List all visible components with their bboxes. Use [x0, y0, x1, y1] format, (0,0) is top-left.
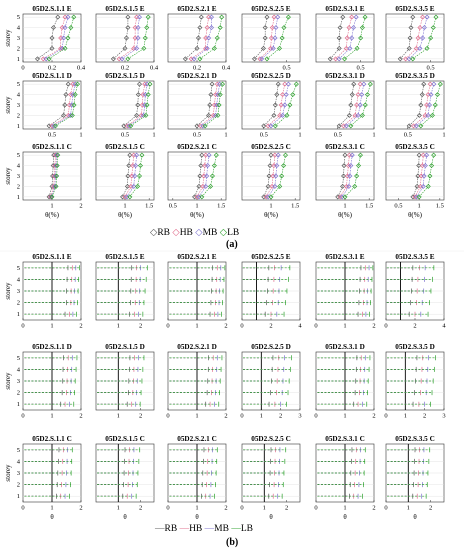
- y-tick-label: 4: [16, 91, 20, 99]
- y-tick-label: 3: [16, 173, 20, 180]
- x-tick-label: 0.2: [120, 64, 130, 72]
- legend-a-marker-lb: ◇: [219, 228, 228, 238]
- x-tick-label: 0: [21, 322, 25, 330]
- legend-b-hb: HB: [189, 524, 203, 534]
- x-tick-label: 1: [152, 131, 156, 139]
- legend-b-rb: RB: [164, 524, 178, 534]
- legend-a-mb: MB: [202, 228, 218, 238]
- panel-title: 05D2.S.1.1 D: [32, 72, 72, 80]
- x-tick-label: 1: [417, 202, 421, 210]
- x-axis-label: θ(%): [264, 211, 278, 219]
- y-tick-label: 3: [16, 378, 20, 385]
- x-tick-label: 0: [21, 504, 25, 512]
- y-tick-label: 5: [16, 354, 20, 362]
- x-tick-label: 1: [372, 131, 376, 139]
- x-tick-label: 0: [384, 322, 388, 330]
- panel-title: 05D2.S.3.1 C: [325, 435, 365, 443]
- panel-title: 05D2.S.1.1 C: [32, 143, 72, 151]
- x-tick-label: 0.5: [259, 131, 268, 139]
- panel-title: 05D2.S.2.1 E: [177, 5, 217, 13]
- x-tick-label: 1: [343, 412, 347, 420]
- x-tick-label: 0: [384, 504, 388, 512]
- panel-title: 05D2.S.2.5 D: [251, 343, 291, 351]
- legend-a-lb: LB: [227, 228, 240, 238]
- panel-title: 05D2.S.3.5 D: [395, 72, 435, 80]
- legend-a-marker-rb: ◇: [150, 228, 158, 238]
- x-tick-label: 1: [50, 504, 54, 512]
- y-tick-label: 2: [16, 299, 20, 307]
- chart-panel: [23, 352, 81, 410]
- panel-title: 05D2.S.2.5 C: [251, 435, 291, 443]
- x-tick-label: 2: [224, 504, 228, 512]
- x-tick-label: 0.5: [394, 202, 403, 210]
- chart-panel: [386, 14, 444, 62]
- y-tick-label: 5: [16, 152, 20, 160]
- x-tick-label: 0.5: [333, 131, 342, 139]
- x-tick-label: 0: [21, 412, 25, 420]
- x-tick-label: 2: [428, 504, 433, 512]
- x-tick-label: 2: [269, 322, 273, 330]
- chart-panel: [316, 152, 374, 200]
- chart-panel: [96, 152, 154, 200]
- y-axis-label: storey: [4, 282, 12, 300]
- y-tick-label: 3: [16, 470, 20, 477]
- panel-title: 05D2.S.1.1 C: [32, 435, 72, 443]
- panel-title: 05D2.S.2.5 E: [251, 253, 291, 261]
- panel-b-label: (b): [226, 537, 239, 548]
- x-tick-label: 2: [423, 412, 427, 420]
- y-tick-label: 2: [16, 112, 20, 120]
- chart-panel: [23, 14, 81, 62]
- y-tick-label: 3: [16, 35, 20, 42]
- y-axis-label: storey: [4, 167, 12, 185]
- x-axis-label: θ(%): [408, 211, 422, 219]
- x-tick-label: 3: [298, 412, 302, 420]
- legend-b: [155, 524, 253, 534]
- y-tick-label: 4: [16, 276, 20, 284]
- x-tick-label: 2: [413, 322, 417, 330]
- panel-title: 05D2.S.1.5 E: [105, 253, 145, 261]
- x-tick-label: 0.5: [356, 64, 365, 72]
- panel-title: 05D2.S.3.1 C: [325, 143, 365, 151]
- x-axis-label: θ: [195, 513, 199, 521]
- x-tick-label: 1: [50, 202, 54, 210]
- chart-panel: [96, 14, 154, 62]
- y-tick-label: 4: [16, 458, 20, 466]
- panel-title: 05D2.S.3.1 D: [325, 343, 365, 351]
- x-axis-label: θ(%): [338, 211, 352, 219]
- y-tick-label: 4: [16, 24, 20, 32]
- chart-panel: [168, 81, 226, 129]
- panel-title: 05D2.S.3.5 C: [395, 435, 435, 443]
- y-axis-label: storey: [4, 96, 12, 114]
- x-tick-label: 0.5: [120, 131, 130, 139]
- y-tick-label: 1: [16, 401, 20, 409]
- x-tick-label: 0: [314, 412, 318, 420]
- x-tick-label: 1: [269, 202, 273, 210]
- y-tick-label: 2: [16, 389, 20, 397]
- x-tick-label: 1.5: [145, 202, 154, 210]
- panel-title: 05D2.S.3.5 D: [395, 343, 435, 351]
- x-tick-label: 2: [284, 504, 289, 512]
- x-tick-label: 1: [343, 202, 347, 210]
- panel-title: 05D2.S.1.5 D: [105, 343, 145, 351]
- x-tick-label: 1: [50, 412, 54, 420]
- panel-title: 05D2.S.2.5 E: [251, 5, 291, 13]
- x-tick-label: 2: [79, 412, 83, 420]
- x-tick-label: 2: [138, 504, 143, 512]
- x-tick-label: 2: [138, 322, 143, 330]
- chart-panel: [242, 262, 300, 320]
- chart-panel: [316, 14, 374, 62]
- x-tick-label: 2: [224, 322, 228, 330]
- chart-panel: [242, 444, 300, 502]
- x-tick-label: 0: [166, 504, 170, 512]
- panel-title: 05D2.S.2.5 D: [251, 72, 291, 80]
- x-axis-label: θ: [343, 513, 347, 521]
- chart-panel: [386, 262, 444, 320]
- legend-a-rb: RB: [157, 228, 170, 238]
- chart-panel: [386, 81, 444, 129]
- chart-panel: [23, 444, 81, 502]
- y-axis-label: storey: [4, 29, 12, 47]
- x-axis-label: θ: [50, 513, 54, 521]
- y-tick-label: 3: [16, 102, 20, 109]
- x-tick-label: 0: [240, 322, 244, 330]
- panel-title: 05D2.S.3.5 E: [395, 5, 435, 13]
- legend-b-marker-lb: —: [231, 524, 241, 534]
- panel-title: 05D2.S.3.5 E: [395, 253, 435, 261]
- legend-a-hb: HB: [179, 228, 193, 238]
- y-tick-label: 5: [16, 14, 20, 22]
- legend-b-lb: LB: [240, 524, 253, 534]
- x-axis-label: θ: [269, 513, 273, 521]
- y-tick-label: 5: [16, 81, 20, 89]
- x-tick-label: 2: [79, 504, 83, 512]
- panel-title: 05D2.S.2.1 C: [177, 435, 217, 443]
- y-tick-label: 1: [16, 193, 20, 201]
- panel-title: 05D2.S.1.5 D: [105, 72, 145, 80]
- x-tick-label: 0.5: [192, 131, 202, 139]
- x-tick-label: 0: [166, 322, 170, 330]
- chart-panel: [168, 152, 226, 200]
- x-axis-label: θ(%): [118, 211, 132, 219]
- x-tick-label: 2: [279, 412, 283, 420]
- x-tick-label: 0: [240, 504, 244, 512]
- y-tick-label: 1: [16, 311, 20, 319]
- x-tick-label: 0.5: [403, 131, 412, 139]
- panel-title: 05D2.S.1.5 E: [105, 5, 145, 13]
- panel-title: 05D2.S.2.1 D: [177, 343, 217, 351]
- x-tick-label: 1: [259, 412, 263, 420]
- x-tick-label: 0.4: [221, 64, 231, 72]
- x-tick-label: 1: [195, 322, 199, 330]
- chart-panel: [23, 262, 81, 320]
- panel-title: 05D2.S.2.1 C: [177, 143, 217, 151]
- x-tick-label: 0.5: [47, 131, 57, 139]
- y-axis-label: storey: [4, 464, 12, 482]
- x-tick-label: 0.5: [282, 64, 291, 72]
- x-tick-label: 0.4: [76, 64, 86, 72]
- panel-title: 05D2.S.1.5 C: [105, 143, 145, 151]
- y-axis-label: storey: [4, 372, 12, 390]
- x-axis-label: θ: [123, 513, 127, 521]
- panel-title: 05D2.S.3.1 E: [325, 253, 365, 261]
- x-tick-label: 2: [138, 412, 143, 420]
- panel-title: 05D2.S.3.1 E: [325, 5, 365, 13]
- panel-title: 05D2.S.1.1 E: [32, 5, 72, 13]
- x-tick-label: 1: [195, 202, 199, 210]
- x-tick-label: 1: [116, 412, 120, 420]
- x-tick-label: 1: [406, 504, 410, 512]
- panel-title: 05D2.S.2.5 C: [251, 143, 291, 151]
- x-tick-label: 0: [21, 64, 25, 72]
- panel-title: 05D2.S.1.5 C: [105, 435, 145, 443]
- x-axis-label: θ(%): [190, 211, 204, 219]
- legend-b-marker-mb: —: [204, 524, 215, 534]
- chart-panel: [168, 14, 226, 62]
- x-tick-label: 1.5: [365, 202, 374, 210]
- y-tick-label: 4: [16, 162, 20, 170]
- x-tick-label: 1.5: [217, 202, 226, 210]
- panel-title: 05D2.S.3.1 D: [325, 72, 365, 80]
- chart-panel: [242, 81, 300, 129]
- y-tick-label: 1: [16, 122, 20, 130]
- x-tick-label: 0.4: [149, 64, 159, 72]
- chart-panel: [316, 352, 374, 410]
- y-tick-label: 5: [16, 446, 20, 454]
- chart-panel: [96, 81, 154, 129]
- x-axis-label: θ(%): [45, 211, 59, 219]
- x-tick-label: 1: [195, 504, 199, 512]
- chart-panel: [168, 262, 226, 320]
- y-tick-label: 5: [16, 264, 20, 272]
- chart-panel: [316, 444, 374, 502]
- x-tick-label: 0: [166, 412, 170, 420]
- panel-title: 05D2.S.3.5 C: [395, 143, 435, 151]
- chart-panel: [386, 444, 444, 502]
- x-tick-label: 1: [116, 504, 120, 512]
- legend-b-mb: MB: [214, 524, 229, 534]
- x-tick-label: 0: [240, 412, 244, 420]
- x-axis-label: θ: [413, 513, 417, 521]
- chart-panel: [242, 352, 300, 410]
- x-tick-label: 1: [343, 322, 347, 330]
- chart-panel: [386, 352, 444, 410]
- x-tick-label: 0: [384, 412, 388, 420]
- x-tick-label: 0.5: [426, 64, 435, 72]
- legend-a: [150, 227, 239, 238]
- x-tick-label: 1: [298, 131, 302, 139]
- legend-a-marker-hb: ◇: [172, 228, 180, 238]
- chart-panel: [316, 262, 374, 320]
- y-tick-label: 4: [16, 366, 20, 374]
- y-tick-label: 1: [16, 55, 20, 63]
- x-tick-label: 4: [298, 322, 302, 330]
- chart-panel: [242, 14, 300, 62]
- legend-a-marker-mb: ◇: [195, 228, 203, 238]
- x-tick-label: 1: [403, 412, 407, 420]
- chart-panel: [168, 352, 226, 410]
- y-tick-label: 1: [16, 493, 20, 501]
- x-tick-label: 1: [224, 131, 228, 139]
- x-tick-label: 2: [224, 412, 228, 420]
- x-tick-label: 1: [116, 322, 120, 330]
- y-tick-label: 2: [16, 481, 20, 489]
- panel-title: 05D2.S.1.1 E: [32, 253, 72, 261]
- x-tick-label: 1: [123, 202, 127, 210]
- panel-a-label: (a): [226, 239, 238, 250]
- chart-panel: [316, 81, 374, 129]
- y-tick-label: 2: [16, 183, 20, 191]
- chart-panel: [23, 152, 81, 200]
- x-tick-label: 2: [372, 322, 376, 330]
- panel-title: 05D2.S.2.1 D: [177, 72, 217, 80]
- legend-b-marker-rb: —: [155, 524, 165, 534]
- x-tick-label: 1: [50, 322, 54, 330]
- x-tick-label: 4: [442, 322, 446, 330]
- x-tick-label: 0: [314, 322, 318, 330]
- x-tick-label: 2: [79, 202, 83, 210]
- x-tick-label: 1: [262, 504, 266, 512]
- x-tick-label: 0: [314, 504, 318, 512]
- panel-title: 05D2.S.2.1 E: [177, 253, 217, 261]
- x-tick-label: 0.2: [192, 64, 202, 72]
- x-tick-label: 1: [343, 504, 347, 512]
- legend-b-marker-hb: —: [179, 524, 190, 534]
- panel-title: 05D2.S.1.1 D: [32, 343, 72, 351]
- y-tick-label: 3: [16, 288, 20, 295]
- x-tick-label: 1: [195, 412, 199, 420]
- x-tick-label: 0.2: [47, 64, 57, 72]
- y-tick-label: 2: [16, 45, 20, 53]
- x-tick-label: 3: [442, 412, 446, 420]
- chart-panel: [23, 81, 81, 129]
- chart-panel: [96, 352, 154, 410]
- x-tick-label: 1: [442, 131, 446, 139]
- x-tick-label: 1: [79, 131, 83, 139]
- x-tick-label: 2: [372, 504, 376, 512]
- x-tick-label: 2: [372, 412, 376, 420]
- x-tick-label: 0.5: [168, 202, 177, 210]
- chart-panel: [386, 152, 444, 200]
- x-tick-label: 1.5: [435, 202, 444, 210]
- chart-panel: [96, 444, 154, 502]
- chart-panel: [96, 262, 154, 320]
- chart-panel: [242, 152, 300, 200]
- x-tick-label: 1.5: [291, 202, 300, 210]
- chart-panel: [168, 444, 226, 502]
- x-tick-label: 2: [79, 322, 83, 330]
